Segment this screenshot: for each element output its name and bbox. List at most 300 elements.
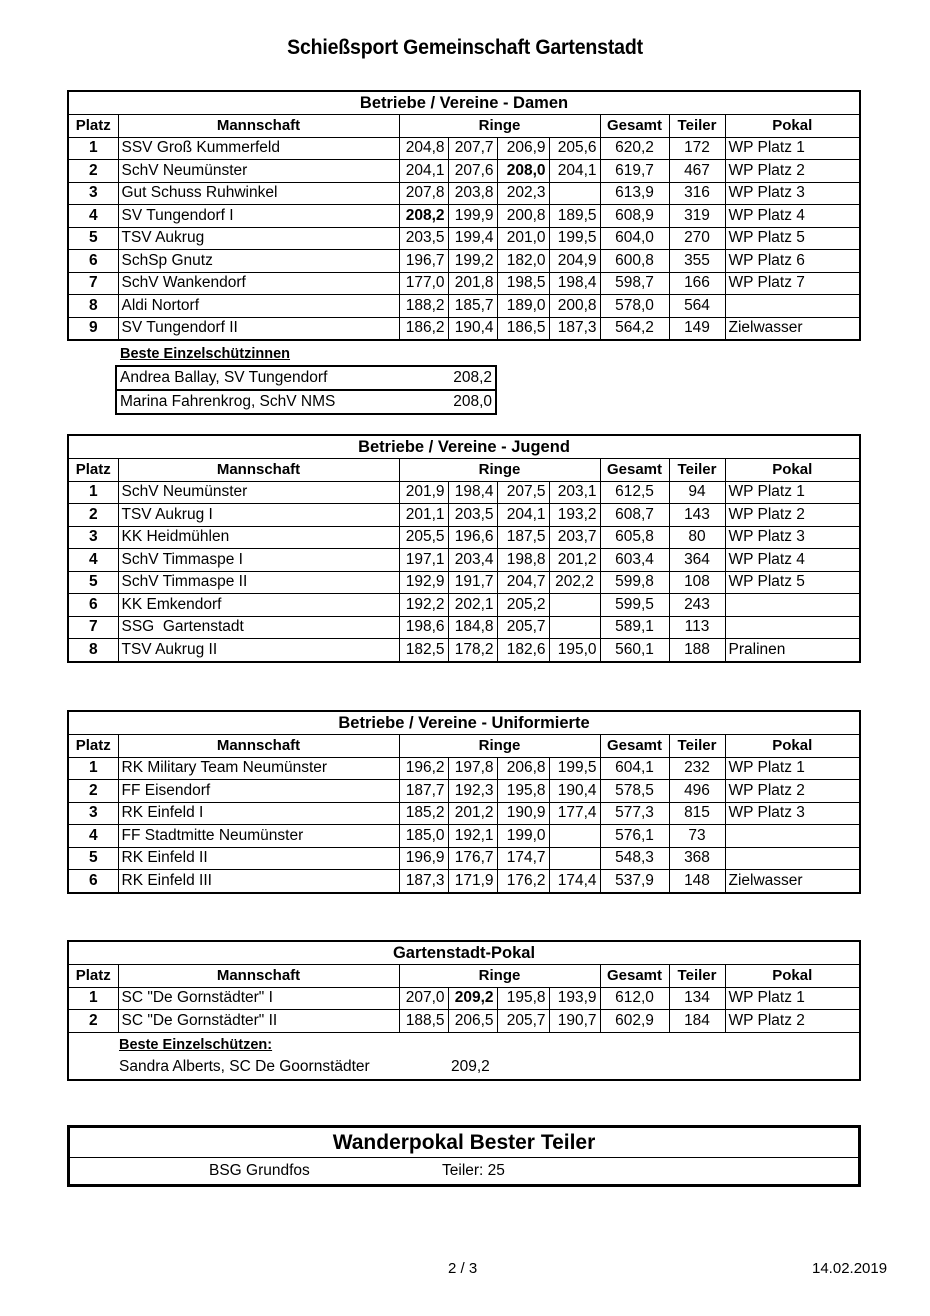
table-jugend	[67, 434, 861, 663]
ringe-1: 177,0	[399, 272, 448, 295]
ringe-4: 199,5	[549, 227, 600, 250]
platz: 4	[69, 549, 118, 572]
ringe-1: 188,5	[399, 1010, 448, 1033]
pokal: WP Platz 1	[725, 987, 859, 1010]
pokal: Pralinen	[725, 639, 859, 661]
ringe-4: 205,6	[549, 137, 600, 160]
ringe-3: 200,8	[497, 205, 549, 228]
ringe-4: 177,4	[549, 802, 600, 825]
ringe-2: 197,8	[448, 757, 497, 780]
table-wanderpokal	[67, 1125, 861, 1187]
ringe-4	[549, 616, 600, 639]
ringe-4: 190,7	[549, 1010, 600, 1033]
table-row	[69, 571, 859, 594]
team: SchV Wankendorf	[118, 272, 399, 295]
gesamt: 537,9	[600, 870, 669, 892]
table-damen	[67, 90, 861, 341]
ringe-2: 199,2	[448, 250, 497, 273]
ringe-3: 187,5	[497, 526, 549, 549]
platz: 2	[69, 1010, 118, 1033]
ringe-4: 203,1	[549, 481, 600, 504]
table-row	[69, 481, 859, 504]
wanderpokal-title: Wanderpokal Bester Teiler	[70, 1128, 858, 1158]
col-header-pokal: Pokal	[725, 459, 859, 482]
best-shooters-label: Beste Einzelschützen:	[119, 1036, 273, 1053]
ringe-3: 199,0	[497, 825, 549, 848]
ringe-1: 203,5	[399, 227, 448, 250]
ringe-3: 204,7	[497, 571, 549, 594]
col-header-mannschaft: Mannschaft	[118, 115, 399, 138]
ringe-2: 192,1	[448, 825, 497, 848]
pokal: WP Platz 3	[725, 526, 859, 549]
col-header-teiler: Teiler	[669, 115, 725, 138]
pokal	[725, 616, 859, 639]
teiler: 232	[669, 757, 725, 780]
teiler: 166	[669, 272, 725, 295]
ringe-4: 195,0	[549, 639, 600, 661]
pokal: WP Platz 6	[725, 250, 859, 273]
shooter-score: 208,2	[453, 369, 492, 386]
table-gartenstadt-pokal	[67, 940, 861, 1081]
ringe-1: 192,2	[399, 594, 448, 617]
teiler: 143	[669, 504, 725, 527]
ringe-3: 186,5	[497, 317, 549, 339]
ringe-3: 182,6	[497, 639, 549, 661]
platz: 3	[69, 802, 118, 825]
table-row	[69, 160, 859, 183]
ringe-4: 199,5	[549, 757, 600, 780]
pokal: WP Platz 2	[725, 160, 859, 183]
best-shooter-row	[117, 389, 495, 413]
ringe-1: 188,2	[399, 295, 448, 318]
ringe-1: 192,9	[399, 571, 448, 594]
ringe-1: 207,0	[399, 987, 448, 1010]
table-row	[69, 317, 859, 339]
ringe-4: 200,8	[549, 295, 600, 318]
shooter-score: 208,0	[453, 393, 492, 410]
col-header-gesamt: Gesamt	[600, 735, 669, 758]
ringe-3: 206,9	[497, 137, 549, 160]
table-row	[69, 847, 859, 870]
pokal: Zielwasser	[725, 317, 859, 339]
team: SchV Neumünster	[118, 481, 399, 504]
ringe-4	[549, 594, 600, 617]
best-shooter-row	[117, 367, 495, 389]
ringe-3: 204,1	[497, 504, 549, 527]
col-header-gesamt: Gesamt	[600, 459, 669, 482]
pokal: WP Platz 5	[725, 571, 859, 594]
pokal: WP Platz 4	[725, 549, 859, 572]
ringe-3: 195,8	[497, 780, 549, 803]
ringe-1: 205,5	[399, 526, 448, 549]
platz: 5	[69, 571, 118, 594]
team: Gut Schuss Ruhwinkel	[118, 182, 399, 205]
gesamt: 576,1	[600, 825, 669, 848]
table-row	[69, 272, 859, 295]
pokal: WP Platz 2	[725, 1010, 859, 1033]
table-row	[69, 205, 859, 228]
gesamt: 599,8	[600, 571, 669, 594]
col-header-mannschaft: Mannschaft	[118, 459, 399, 482]
ringe-1: 187,7	[399, 780, 448, 803]
team: FF Stadtmitte Neumünster	[118, 825, 399, 848]
pokal: WP Platz 5	[725, 227, 859, 250]
team: RK Einfeld I	[118, 802, 399, 825]
pokal: WP Platz 1	[725, 137, 859, 160]
teiler: 172	[669, 137, 725, 160]
col-header-mannschaft: Mannschaft	[118, 965, 399, 988]
platz: 2	[69, 160, 118, 183]
pokal: WP Platz 1	[725, 757, 859, 780]
pokal: Zielwasser	[725, 870, 859, 892]
teiler: 80	[669, 526, 725, 549]
gesamt: 604,0	[600, 227, 669, 250]
pokal: WP Platz 1	[725, 481, 859, 504]
team: SchSp Gnutz	[118, 250, 399, 273]
gesamt: 612,5	[600, 481, 669, 504]
gesamt: 605,8	[600, 526, 669, 549]
ringe-4: 187,3	[549, 317, 600, 339]
platz: 5	[69, 847, 118, 870]
col-header-teiler: Teiler	[669, 965, 725, 988]
ringe-2: 209,2	[448, 987, 497, 1010]
ringe-2: 184,8	[448, 616, 497, 639]
col-header-teiler: Teiler	[669, 459, 725, 482]
pokal	[725, 295, 859, 318]
pokal: WP Platz 3	[725, 802, 859, 825]
table-title: Betriebe / Vereine - Uniformierte	[69, 712, 859, 735]
ringe-1: 204,8	[399, 137, 448, 160]
table-title: Gartenstadt-Pokal	[69, 942, 859, 965]
table-row	[69, 504, 859, 527]
gesamt: 612,0	[600, 987, 669, 1010]
ringe-4: 204,9	[549, 250, 600, 273]
ringe-1: 204,1	[399, 160, 448, 183]
table-row	[69, 227, 859, 250]
teiler: 496	[669, 780, 725, 803]
ringe-2: 201,8	[448, 272, 497, 295]
ringe-4: 198,4	[549, 272, 600, 295]
ringe-2: 190,4	[448, 317, 497, 339]
platz: 2	[69, 504, 118, 527]
teiler: 108	[669, 571, 725, 594]
ringe-3: 208,0	[497, 160, 549, 183]
page-number: 2 / 3	[448, 1260, 478, 1277]
ringe-3: 207,5	[497, 481, 549, 504]
teiler: 364	[669, 549, 725, 572]
wanderpokal-teiler: Teiler: 25	[442, 1162, 505, 1179]
table-row	[69, 616, 859, 639]
table-row	[69, 780, 859, 803]
col-header-platz: Platz	[69, 115, 118, 138]
gesamt: 577,3	[600, 802, 669, 825]
table-row	[69, 250, 859, 273]
gesamt: 613,9	[600, 182, 669, 205]
ringe-4	[549, 847, 600, 870]
ringe-4	[549, 182, 600, 205]
platz: 1	[69, 137, 118, 160]
ringe-3: 201,0	[497, 227, 549, 250]
pokal: WP Platz 2	[725, 504, 859, 527]
ringe-3: 205,2	[497, 594, 549, 617]
gesamt: 564,2	[600, 317, 669, 339]
best-shooters-label: Beste Einzelschützinnen	[120, 346, 291, 362]
ringe-1: 186,2	[399, 317, 448, 339]
teiler: 316	[669, 182, 725, 205]
team: SchV Timmaspe II	[118, 571, 399, 594]
ringe-3: 190,9	[497, 802, 549, 825]
ringe-2: 185,7	[448, 295, 497, 318]
table-row	[69, 1010, 859, 1033]
ringe-3: 174,7	[497, 847, 549, 870]
ringe-2: 178,2	[448, 639, 497, 661]
shooter-name: Marina Fahrenkrog, SchV NMS	[120, 393, 336, 410]
teiler: 467	[669, 160, 725, 183]
team: SchV Timmaspe I	[118, 549, 399, 572]
platz: 1	[69, 987, 118, 1010]
table-row	[69, 182, 859, 205]
teiler: 113	[669, 616, 725, 639]
ringe-4: 193,2	[549, 504, 600, 527]
platz: 8	[69, 295, 118, 318]
team: KK Emkendorf	[118, 594, 399, 617]
gesamt: 602,9	[600, 1010, 669, 1033]
platz: 7	[69, 616, 118, 639]
ringe-4: 201,2	[549, 549, 600, 572]
col-header-ringe: Ringe	[399, 735, 600, 758]
gesamt: 620,2	[600, 137, 669, 160]
best-shooters-section	[69, 1032, 859, 1079]
col-header-pokal: Pokal	[725, 965, 859, 988]
ringe-4: 203,7	[549, 526, 600, 549]
table-row	[69, 549, 859, 572]
gesamt: 548,3	[600, 847, 669, 870]
ringe-2: 207,6	[448, 160, 497, 183]
platz: 7	[69, 272, 118, 295]
ringe-1: 197,1	[399, 549, 448, 572]
team: FF Eisendorf	[118, 780, 399, 803]
gesamt: 603,4	[600, 549, 669, 572]
ringe-2: 171,9	[448, 870, 497, 892]
col-header-ringe: Ringe	[399, 115, 600, 138]
ringe-2: 198,4	[448, 481, 497, 504]
ringe-2: 207,7	[448, 137, 497, 160]
ringe-1: 185,2	[399, 802, 448, 825]
shooter-score: 209,2	[451, 1057, 490, 1075]
gesamt: 598,7	[600, 272, 669, 295]
table-row	[69, 594, 859, 617]
team: SC "De Gornstädter" I	[118, 987, 399, 1010]
ringe-4: 202,2	[549, 571, 600, 594]
team: KK Heidmühlen	[118, 526, 399, 549]
gesamt: 600,8	[600, 250, 669, 273]
page-title: Schießsport Gemeinschaft Gartenstadt	[287, 36, 643, 59]
ringe-2: 192,3	[448, 780, 497, 803]
teiler: 94	[669, 481, 725, 504]
ringe-4: 189,5	[549, 205, 600, 228]
pokal: WP Platz 3	[725, 182, 859, 205]
table-row	[69, 870, 859, 892]
teiler: 355	[669, 250, 725, 273]
table-title: Betriebe / Vereine - Jugend	[69, 436, 859, 459]
ringe-2: 201,2	[448, 802, 497, 825]
col-header-mannschaft: Mannschaft	[118, 735, 399, 758]
ringe-3: 205,7	[497, 616, 549, 639]
table-row	[69, 639, 859, 661]
ringe-1: 187,3	[399, 870, 448, 892]
ringe-3: 198,8	[497, 549, 549, 572]
teiler: 368	[669, 847, 725, 870]
platz: 2	[69, 780, 118, 803]
team: Aldi Nortorf	[118, 295, 399, 318]
ringe-3: 189,0	[497, 295, 549, 318]
ringe-4	[549, 825, 600, 848]
teiler: 184	[669, 1010, 725, 1033]
team: RK Einfeld III	[118, 870, 399, 892]
teiler: 564	[669, 295, 725, 318]
ringe-2: 202,1	[448, 594, 497, 617]
platz: 6	[69, 594, 118, 617]
pokal: WP Platz 7	[725, 272, 859, 295]
platz: 3	[69, 182, 118, 205]
table-row	[69, 825, 859, 848]
ringe-4: 204,1	[549, 160, 600, 183]
ringe-1: 201,9	[399, 481, 448, 504]
page-date: 14.02.2019	[812, 1260, 888, 1277]
teiler: 73	[669, 825, 725, 848]
ringe-1: 196,9	[399, 847, 448, 870]
col-header-gesamt: Gesamt	[600, 965, 669, 988]
platz: 8	[69, 639, 118, 661]
ringe-1: 198,6	[399, 616, 448, 639]
table-row	[69, 757, 859, 780]
gesamt: 608,9	[600, 205, 669, 228]
ringe-1: 208,2	[399, 205, 448, 228]
team: TSV Aukrug II	[118, 639, 399, 661]
table-title: Betriebe / Vereine - Damen	[69, 92, 859, 115]
pokal	[725, 825, 859, 848]
table-uniformierte	[67, 710, 861, 894]
ringe-3: 202,3	[497, 182, 549, 205]
ringe-2: 203,4	[448, 549, 497, 572]
team: SSV Groß Kummerfeld	[118, 137, 399, 160]
col-header-ringe: Ringe	[399, 459, 600, 482]
ringe-1: 196,2	[399, 757, 448, 780]
teiler: 243	[669, 594, 725, 617]
ringe-2: 206,5	[448, 1010, 497, 1033]
table-row	[69, 987, 859, 1010]
gesamt: 589,1	[600, 616, 669, 639]
platz: 3	[69, 526, 118, 549]
ringe-3: 198,5	[497, 272, 549, 295]
col-header-ringe: Ringe	[399, 965, 600, 988]
ringe-3: 195,8	[497, 987, 549, 1010]
ringe-3: 205,7	[497, 1010, 549, 1033]
team: SC "De Gornstädter" II	[118, 1010, 399, 1033]
platz: 4	[69, 825, 118, 848]
platz: 4	[69, 205, 118, 228]
ringe-2: 203,8	[448, 182, 497, 205]
col-header-platz: Platz	[69, 965, 118, 988]
gesamt: 560,1	[600, 639, 669, 661]
platz: 6	[69, 870, 118, 892]
ringe-2: 196,6	[448, 526, 497, 549]
gesamt: 604,1	[600, 757, 669, 780]
ringe-1: 182,5	[399, 639, 448, 661]
pokal: WP Platz 2	[725, 780, 859, 803]
shooter-name: Andrea Ballay, SV Tungendorf	[120, 369, 328, 386]
teiler: 149	[669, 317, 725, 339]
team: RK Military Team Neumünster	[118, 757, 399, 780]
ringe-2: 191,7	[448, 571, 497, 594]
col-header-pokal: Pokal	[725, 115, 859, 138]
wanderpokal-row	[70, 1158, 858, 1184]
ringe-4: 174,4	[549, 870, 600, 892]
pokal: WP Platz 4	[725, 205, 859, 228]
ringe-3: 176,2	[497, 870, 549, 892]
teiler: 815	[669, 802, 725, 825]
best-shooters-box	[115, 365, 497, 415]
gesamt: 608,7	[600, 504, 669, 527]
platz: 9	[69, 317, 118, 339]
team: RK Einfeld II	[118, 847, 399, 870]
platz: 1	[69, 757, 118, 780]
table-row	[69, 137, 859, 160]
team: SV Tungendorf I	[118, 205, 399, 228]
teiler: 148	[669, 870, 725, 892]
ringe-1: 196,7	[399, 250, 448, 273]
col-header-teiler: Teiler	[669, 735, 725, 758]
platz: 1	[69, 481, 118, 504]
table-row	[69, 802, 859, 825]
ringe-2: 199,9	[448, 205, 497, 228]
pokal	[725, 847, 859, 870]
ringe-1: 207,8	[399, 182, 448, 205]
ringe-2: 199,4	[448, 227, 497, 250]
team: SchV Neumünster	[118, 160, 399, 183]
ringe-1: 185,0	[399, 825, 448, 848]
platz: 6	[69, 250, 118, 273]
ringe-4: 190,4	[549, 780, 600, 803]
gesamt: 578,5	[600, 780, 669, 803]
gesamt: 578,0	[600, 295, 669, 318]
table-row	[69, 295, 859, 318]
col-header-gesamt: Gesamt	[600, 115, 669, 138]
col-header-platz: Platz	[69, 735, 118, 758]
gesamt: 619,7	[600, 160, 669, 183]
pokal	[725, 594, 859, 617]
teiler: 270	[669, 227, 725, 250]
team: TSV Aukrug I	[118, 504, 399, 527]
col-header-platz: Platz	[69, 459, 118, 482]
gesamt: 599,5	[600, 594, 669, 617]
teiler: 134	[669, 987, 725, 1010]
teiler: 188	[669, 639, 725, 661]
ringe-2: 176,7	[448, 847, 497, 870]
team: SV Tungendorf II	[118, 317, 399, 339]
col-header-pokal: Pokal	[725, 735, 859, 758]
teiler: 319	[669, 205, 725, 228]
platz: 5	[69, 227, 118, 250]
ringe-4: 193,9	[549, 987, 600, 1010]
shooter-name: Sandra Alberts, SC De Goornstädter	[119, 1057, 370, 1075]
ringe-3: 182,0	[497, 250, 549, 273]
team: SSG Gartenstadt	[118, 616, 399, 639]
ringe-1: 201,1	[399, 504, 448, 527]
team: TSV Aukrug	[118, 227, 399, 250]
wanderpokal-winner: BSG Grundfos	[209, 1162, 310, 1179]
table-row	[69, 526, 859, 549]
